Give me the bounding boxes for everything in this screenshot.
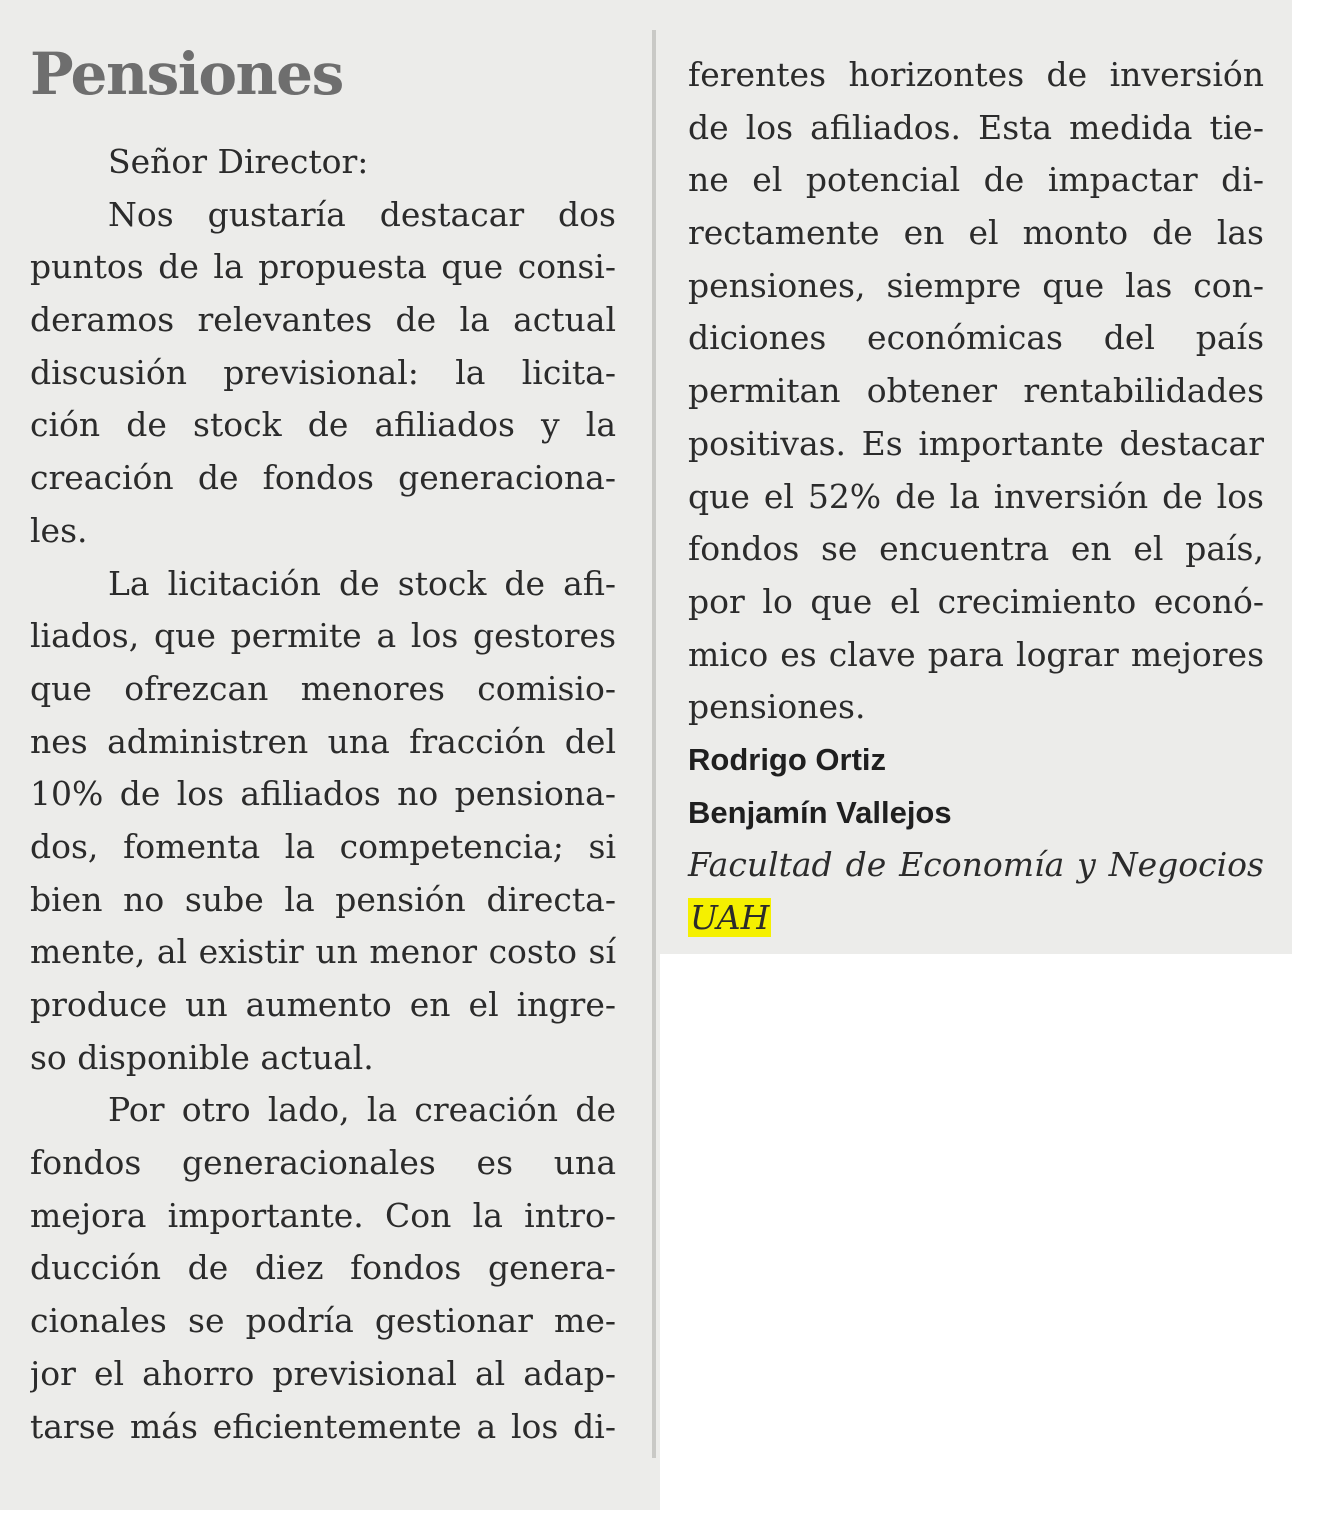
text-line: de los afiliados. Esta medida tie- xyxy=(688,107,1264,147)
text-line: dos, fomenta la competencia; si xyxy=(30,826,616,866)
author-name: Benjamín Vallejos xyxy=(688,794,952,830)
text-line: permitan obtener rentabilidades xyxy=(688,371,1264,411)
text-line: positivas. Es importante destacar xyxy=(688,423,1264,463)
highlighted-institution: UAH xyxy=(690,898,770,937)
text-line: puntos de la propuesta que consi- xyxy=(30,247,616,287)
text-line: que ofrezcan menores comisio- xyxy=(30,668,616,708)
text-line: que el 52% de la inversión de los xyxy=(688,476,1264,516)
text-line: produce un aumento en el ingre- xyxy=(30,985,616,1024)
column-divider xyxy=(652,30,656,1458)
text-line: Nos gustaría destacar dos xyxy=(108,194,616,234)
text-line: mente, al existir un menor costo sí xyxy=(30,932,616,972)
text-line: Por otro lado, la creación de xyxy=(108,1090,616,1130)
left-column xyxy=(30,136,616,1453)
affiliation: Facultad de Economía y Negocios xyxy=(688,845,1264,885)
institution-line xyxy=(688,892,1264,945)
text-line: tarse más eficientemente a los di- xyxy=(30,1406,616,1446)
text-line: mejora importante. Con la intro- xyxy=(30,1195,616,1235)
text-line: fondos generacionales es una xyxy=(30,1143,616,1183)
text-line: ferentes horizontes de inversión xyxy=(688,55,1264,94)
text-line: por lo que el crecimiento econó- xyxy=(688,581,1264,621)
right-column xyxy=(688,49,1264,945)
text-line: pensiones. xyxy=(688,687,866,727)
text-line: 10% de los afiliados no pensiona- xyxy=(30,774,616,814)
letter-title: Pensiones xyxy=(30,40,343,108)
author-name: Rodrigo Ortiz xyxy=(688,741,887,777)
text-line: deramos relevantes de la actual xyxy=(30,300,616,340)
text-line: rectamente en el monto de las xyxy=(688,213,1264,253)
text-line: discusión previsional: la licita- xyxy=(30,352,616,392)
text-line: bien no sube la pensión directa- xyxy=(30,879,616,919)
signature-block xyxy=(688,734,1264,945)
text-line: fondos se encuentra en el país, xyxy=(688,529,1264,569)
text-line: ción de stock de afiliados y la xyxy=(30,405,616,445)
text-line: diciones económicas del país xyxy=(688,318,1264,358)
text-line: pensiones, siempre que las con- xyxy=(688,265,1264,305)
text-line: La licitación de stock de afi- xyxy=(108,563,616,603)
text-line: liados, que permite a los gestores xyxy=(30,616,616,656)
text-line: ducción de diez fondos genera- xyxy=(30,1248,616,1288)
text-line: les. xyxy=(30,510,88,550)
text-line: cionales se podría gestionar me- xyxy=(30,1301,616,1341)
text-line: creación de fondos generaciona- xyxy=(30,458,616,498)
text-line: mico es clave para lograr mejores xyxy=(688,634,1264,674)
salutation: Señor Director: xyxy=(108,142,369,181)
text-line: nes administren una fracción del xyxy=(30,721,616,761)
text-line: jor el ahorro previsional al adap- xyxy=(30,1353,616,1393)
text-line: ne el potencial de impactar di- xyxy=(688,160,1264,200)
text-line: so disponible actual. xyxy=(30,1037,374,1077)
